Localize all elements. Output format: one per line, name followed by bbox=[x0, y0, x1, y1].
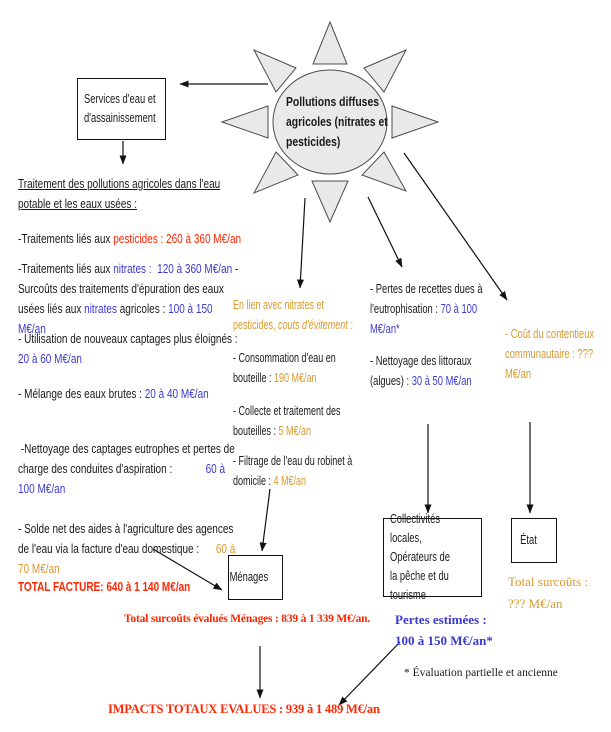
menages-box-label: Ménages bbox=[229, 570, 269, 584]
avoidance-intro-text: En lien avec nitrates et pesticides, bbox=[233, 298, 325, 332]
treatment-item-pesticides-value: pesticides : 260 à 360 M€/an bbox=[113, 232, 242, 246]
avoidance-item-collecte-label: - Collecte et traitement des bouteilles : bbox=[233, 404, 341, 438]
services-box-label: Services d'eau et d'assainissement bbox=[84, 92, 156, 125]
treatment-item-solde-label: - Solde net des aides à l'agriculture des agences de l'eau via la facture d'eau domestique : bbox=[18, 522, 234, 556]
total-facture: TOTAL FACTURE: 640 à 1 140 M€/an bbox=[18, 580, 191, 594]
losses-item-littoraux-label: - Nettoyage des littoraux (algues) : bbox=[370, 354, 472, 388]
footnote: * Évaluation partielle et ancienne bbox=[404, 667, 558, 679]
treatment-item-melange bbox=[18, 384, 242, 404]
treatment-item-nettoyage-label: -Nettoyage des captages eutrophes et pertes de charge des conduites d'aspiration : bbox=[18, 442, 235, 476]
pertes-estimees: Pertes estimées : 100 à 150 M€/an* bbox=[395, 612, 493, 648]
avoidance-item-collecte bbox=[233, 401, 367, 441]
losses-item-recettes-value: 70 à 100 M€/an* bbox=[370, 302, 478, 336]
collectivites-box-label: Collectivités locales, Opérateurs de la pêche et du tourisme bbox=[390, 512, 450, 602]
etat-total: Total surcoûts : ??? M€/an bbox=[508, 574, 588, 611]
etat-box-label: État bbox=[520, 533, 537, 547]
collectivites-box bbox=[383, 512, 482, 602]
avoidance-item-filtrage-label: - Filtrage de l'eau du robinet à domicile : bbox=[233, 454, 353, 488]
impacts-total: IMPACTS TOTAUX EVALUES : 939 à 1 489 M€/an bbox=[108, 702, 380, 716]
sun-ray-left bbox=[222, 106, 268, 138]
losses-item-recettes bbox=[370, 279, 495, 339]
avoidance-item-filtrage bbox=[233, 451, 367, 491]
losses-item-littoraux-value: 30 à 50 M€/an bbox=[411, 374, 472, 388]
arrow-pertes-to-impacts bbox=[339, 642, 400, 705]
losses-item-littoraux bbox=[370, 351, 495, 391]
treatment-item-captages-label: - Utilisation de nouveaux captages plus éloignés : bbox=[18, 332, 238, 346]
treatment-item-captages bbox=[18, 329, 242, 369]
menages-total: Total surcoûts évalués Ménages : 839 à 1 339 M€/an. bbox=[124, 613, 370, 625]
treatment-item-surcouts-label: - Surcoûts des traitements d'épuration des eaux usées liés aux bbox=[18, 262, 239, 316]
sun-label: Pollutions diffuses agricoles (nitrates et pesticides) bbox=[286, 94, 388, 149]
state-item-contentieux: - Coût du contentieux communautaire : ??? M€/an bbox=[505, 327, 595, 381]
treatment-item-nitrates-label: -Traitements liés aux bbox=[18, 262, 114, 276]
avoidance-item-filtrage-value: 4 M€/an bbox=[273, 474, 307, 488]
services-box bbox=[77, 78, 166, 140]
etat-box bbox=[511, 518, 557, 563]
treatment-item-melange-value: 20 à 40 M€/an bbox=[144, 387, 209, 401]
treatment-item-pesticides-label: -Traitements liés aux bbox=[18, 232, 114, 246]
treatment-item-nitrates-value: nitrates : 120 à 360 M€/an bbox=[113, 262, 233, 276]
treatment-header: Traitement des pollutions agricoles dans l'eau potable et les eaux usées : bbox=[18, 177, 221, 211]
arrow-avoidance-to-menages bbox=[262, 489, 270, 551]
treatment-item-surcouts-value: 100 à 150 M€/an bbox=[18, 302, 213, 336]
avoidance-item-bouteille-label: - Consommation d'eau en bouteille : bbox=[233, 351, 336, 385]
treatment-item-captages-value: 20 à 60 M€/an bbox=[18, 352, 82, 366]
treatment-item-solde bbox=[18, 519, 242, 579]
treatment-item-pesticides bbox=[18, 229, 242, 249]
avoidance-item-bouteille-value: 190 M€/an bbox=[274, 371, 317, 385]
treatment-item-melange-label: - Mélange des eaux brutes : bbox=[18, 387, 145, 401]
treatment-item-solde-value: 60 à 70 M€/an bbox=[18, 542, 236, 576]
sun-ray-right bbox=[392, 106, 438, 138]
treatment-item-nettoyage bbox=[18, 439, 242, 499]
sun-ray-bottom bbox=[312, 181, 348, 222]
arrow-sun-to-state-costs bbox=[404, 153, 507, 300]
treatment-item-nettoyage-value: 60 à 100 M€/an bbox=[18, 462, 226, 496]
avoidance-intro bbox=[233, 295, 367, 335]
treatment-item-nitrates bbox=[18, 259, 242, 339]
arrow-sun-to-revenue-losses bbox=[368, 197, 402, 267]
treatment-item-surcouts-nitrates: nitrates bbox=[84, 302, 117, 316]
treatment-item-surcouts-label2: agricoles : bbox=[116, 302, 169, 316]
arrow-sun-to-avoidance-costs bbox=[300, 198, 305, 288]
avoidance-intro-italic: couts d'évitement : bbox=[278, 318, 353, 332]
avoidance-item-bouteille bbox=[233, 348, 367, 388]
avoidance-item-collecte-value: 5 M€/an bbox=[278, 424, 312, 438]
losses-item-recettes-label: - Pertes de recettes dues à l'eutrophisation : bbox=[370, 282, 483, 316]
sun-ray-top bbox=[313, 22, 347, 64]
